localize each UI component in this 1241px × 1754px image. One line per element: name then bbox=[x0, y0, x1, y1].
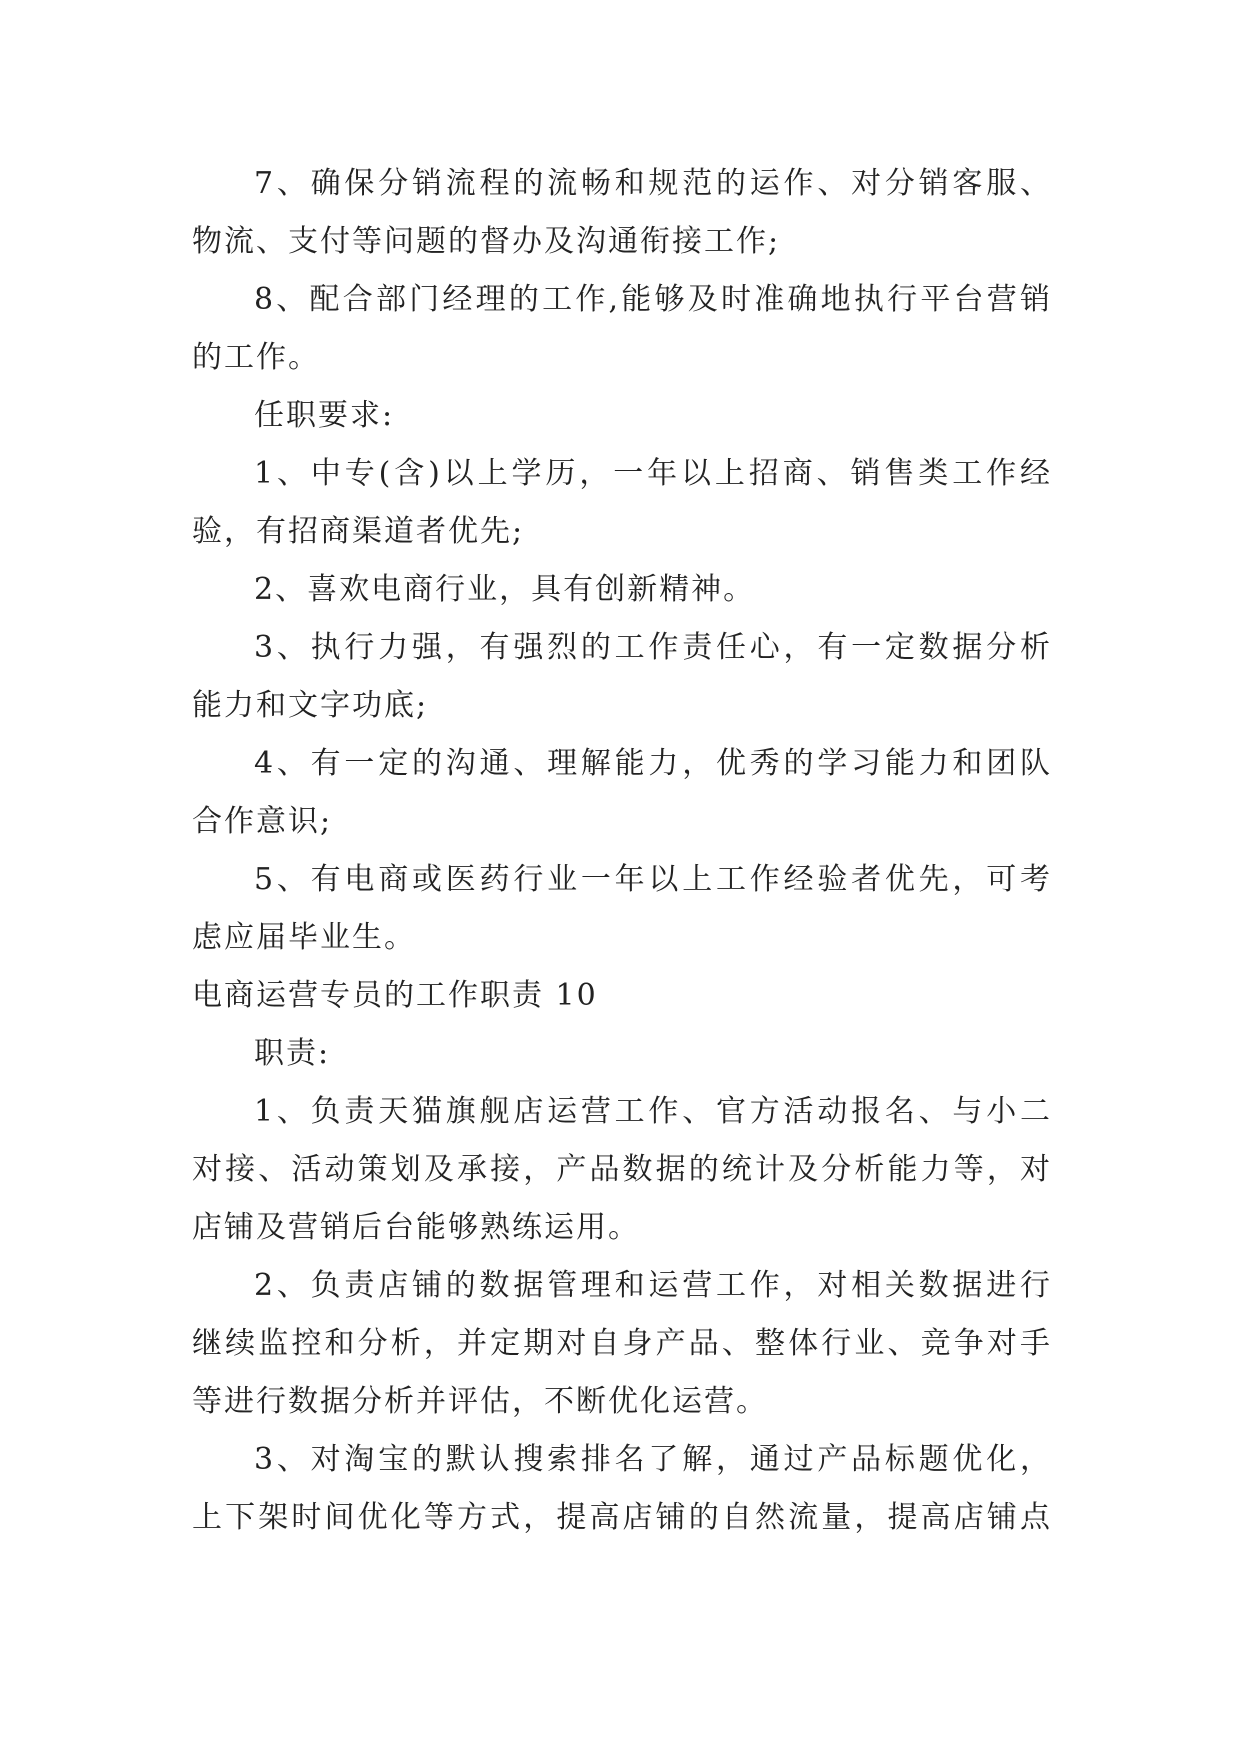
text-line: 店铺及营销后台能够熟练运用。 bbox=[192, 1210, 640, 1245]
text-line: 3、对淘宝的默认搜索排名了解，通过产品标题优化， bbox=[254, 1442, 1052, 1477]
text-line: 继续监控和分析，并定期对自身产品、整体行业、竞争对手 bbox=[192, 1326, 1052, 1361]
section-heading: 任职要求: bbox=[254, 398, 395, 433]
text-line: 上下架时间优化等方式，提高店铺的自然流量，提高店铺点 bbox=[192, 1500, 1052, 1535]
section-heading: 职责: bbox=[254, 1036, 331, 1071]
section-title: 电商运营专员的工作职责 10 bbox=[192, 978, 598, 1013]
text-line: 对接、活动策划及承接，产品数据的统计及分析能力等，对 bbox=[192, 1152, 1052, 1187]
text-line: 3、执行力强，有强烈的工作责任心，有一定数据分析 bbox=[254, 630, 1052, 665]
text-line: 能力和文字功底; bbox=[192, 688, 429, 723]
text-line: 的工作。 bbox=[192, 340, 320, 375]
text-line: 等进行数据分析并评估，不断优化运营。 bbox=[192, 1384, 768, 1419]
text-line: 4、有一定的沟通、理解能力，优秀的学习能力和团队 bbox=[254, 746, 1052, 781]
text-line: 1、中专(含)以上学历，一年以上招商、销售类工作经 bbox=[254, 456, 1052, 491]
text-line: 1、负责天猫旗舰店运营工作、官方活动报名、与小二 bbox=[254, 1094, 1052, 1129]
text-line: 验，有招商渠道者优先; bbox=[192, 514, 525, 549]
text-line: 2、负责店铺的数据管理和运营工作，对相关数据进行 bbox=[254, 1268, 1052, 1303]
text-line: 虑应届毕业生。 bbox=[192, 920, 416, 955]
text-line: 5、有电商或医药行业一年以上工作经验者优先，可考 bbox=[254, 862, 1052, 897]
text-line: 7、确保分销流程的流畅和规范的运作、对分销客服、 bbox=[254, 166, 1052, 201]
text-line: 物流、支付等问题的督办及沟通衔接工作; bbox=[192, 224, 781, 259]
text-line: 8、配合部门经理的工作,能够及时准确地执行平台营销 bbox=[254, 282, 1052, 317]
text-line: 合作意识; bbox=[192, 804, 333, 839]
text-line: 2、喜欢电商行业，具有创新精神。 bbox=[254, 572, 756, 607]
